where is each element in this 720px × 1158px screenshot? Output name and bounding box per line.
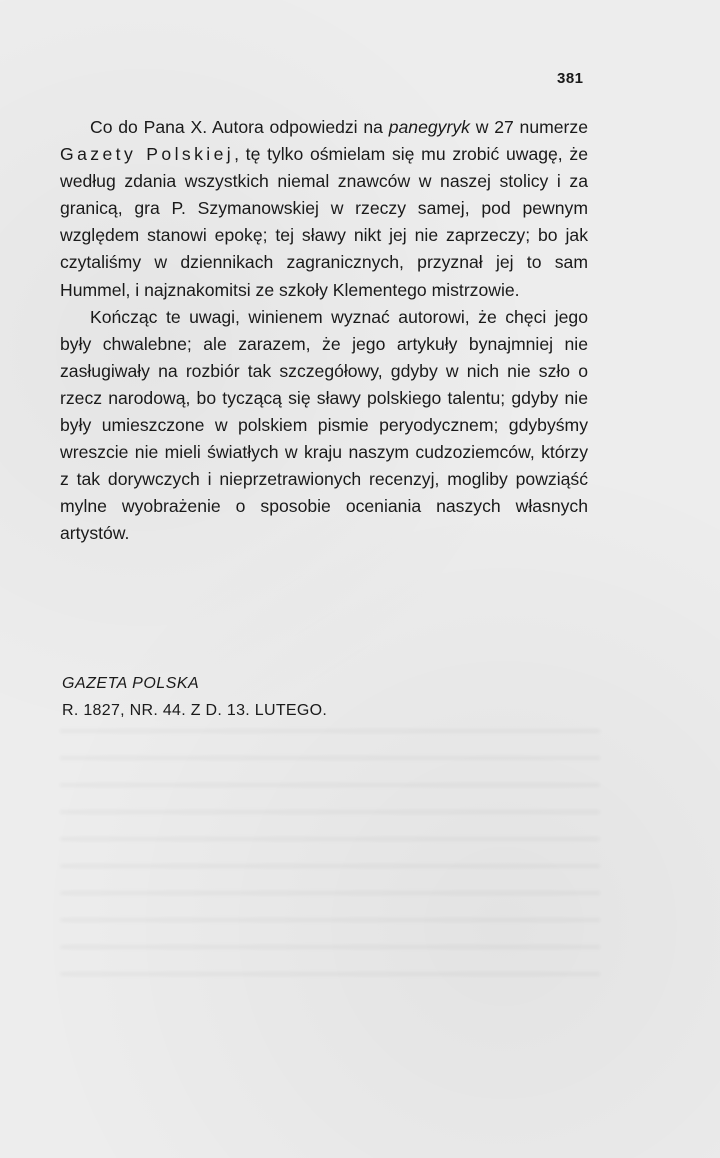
paragraph-1-part-2: w 27 numerze: [469, 117, 589, 137]
source-publication: GAZETA POLSKA: [62, 675, 200, 692]
paragraph-1-newspaper-title: Gazety Polskiej: [60, 144, 235, 165]
paragraph-1: [60, 114, 588, 304]
page-number: 381: [557, 70, 584, 87]
paragraph-1-italic-word: panegyryk: [388, 117, 470, 137]
paragraph-1-part-3: , tę tylko ośmielam się mu zrobić uwagę, że według zdania wszystkich niemal znawców w naszej stolicy i za granicą, gra P. Szymanowskiej w rzeczy samej, pod pewnym względem stanowi epokę; tej sławy nikt jej nie zaprzeczy; bo jak czytaliśmy w dziennikach zagranicznych, przyznał jej to sam Hummel, i najznakomitsi ze szkoły Klementego mistrzowie.: [60, 144, 588, 300]
source-date: R. 1827, NR. 44. Z D. 13. LUTEGO.: [62, 702, 328, 719]
paragraph-1-part-1: Co do Pana X. Autora odpowiedzi na: [90, 117, 389, 137]
source-citation: [62, 670, 327, 724]
body-text: [60, 114, 588, 548]
show-through-texture: [60, 730, 600, 1000]
paragraph-2: Kończąc te uwagi, winienem wyznać autorowi, że chęci jego były chwalebne; ale zarazem, że jego artykuły bynajmniej nie zasługiwały na rozbiór tak szczegółowy, gdyby w nich nie szło o rzecz narodową, bo tyczącą się sławy polskiego talentu; gdyby nie były umieszczone w polskiem pismie peryodycznem; gdybyśmy wreszcie nie mieli światłych w kraju naszym cudzoziemców, którzy z tak dorywczych i nieprzetrawionych recenzyj, mogliby powziąść mylne wyobrażenie o sposobie oceniania naszych własnych artystów.: [60, 306, 588, 544]
